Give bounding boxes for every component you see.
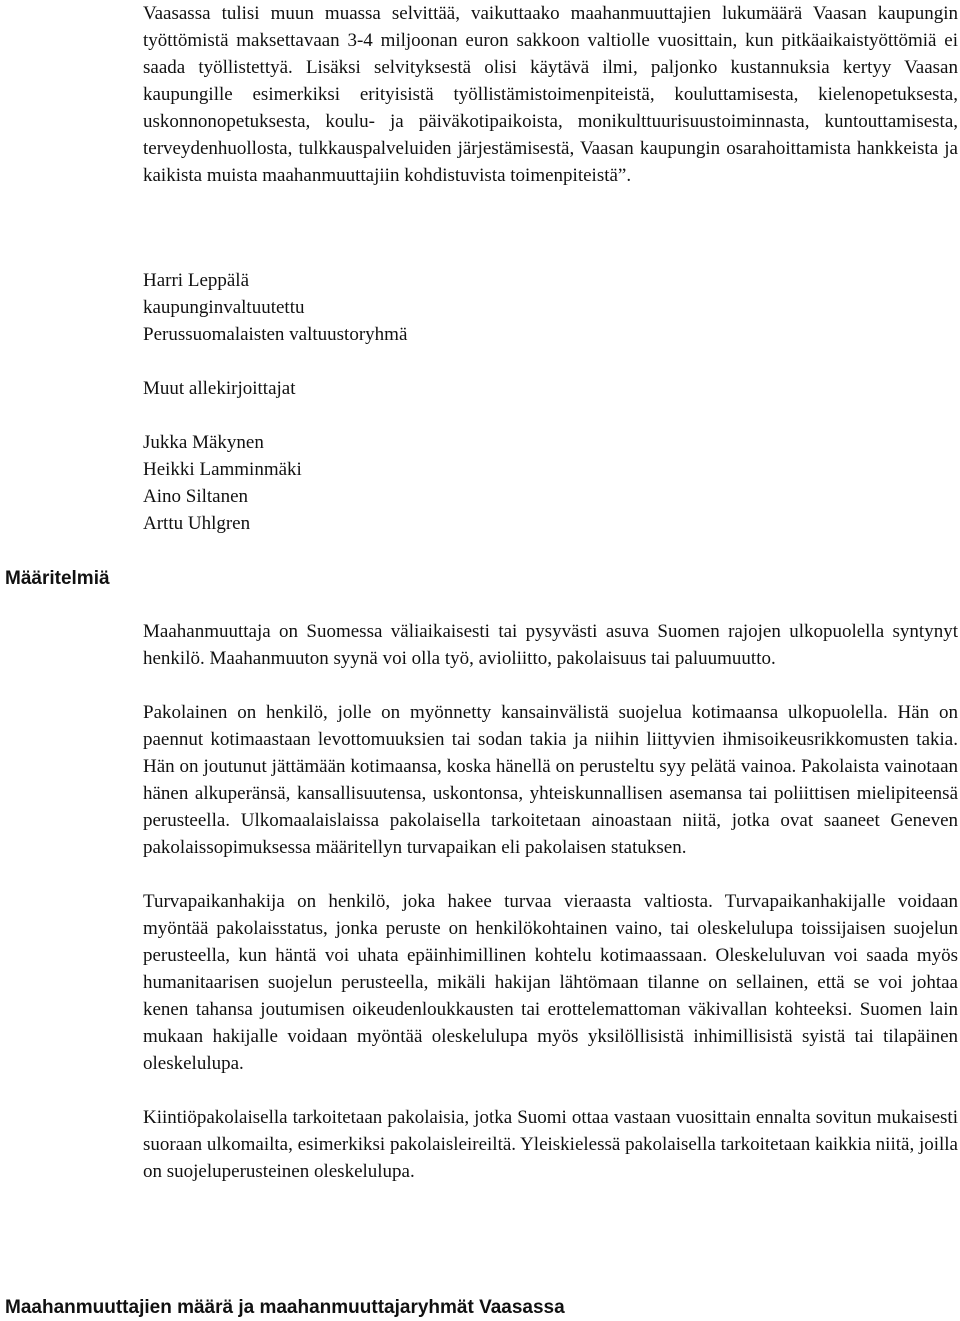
signer-name: Harri Leppälä bbox=[143, 270, 250, 291]
other-signer: Jukka Mäkynen bbox=[143, 432, 264, 453]
definition-immigrant: Maahanmuuttaja on Suomessa väliaikaisesti tai pysyvästi asuva Suomen rajojen ulkopuolella syntynyt henkilö. Maahanmuuton syynä voi olla työ, avioliitto, pakolaisuus tai paluumuutto. bbox=[143, 621, 958, 669]
intro-section bbox=[143, 0, 958, 189]
definitions-section bbox=[143, 618, 958, 1185]
signature-block bbox=[143, 267, 958, 537]
intro-paragraph: Vaasassa tulisi muun muassa selvittää, vaikuttaako maahanmuuttajien lukumäärä Vaasan kaupungin työttömistä maksettavaan 3-4 miljoonan euron sakkoon valtiolle vuosittain, kun pitkäaikaistyöttömiä ei saada työllistettyä. Lisäksi selvityksestä olisi käytävä ilmi, paljonko kustannuksia kertyy Vaasan kaupungille esimerkiksi erityisistä työllistämistoimenpiteistä, kouluttamisesta, kielenopetuksesta, uskonnonopetuksesta, koulu- ja päiväkotipaikoista, monikulttuurisuustoiminnasta, kuntouttamisesta, terveydenhuollosta, tulkkauspalveluiden järjestämisestä, Vaasan kaupungin osarahoittamista hankkeista ja kaikista muista maahanmuuttajiin kohdistuvista toimenpiteistä”. bbox=[143, 3, 958, 186]
definitions-heading: Määritelmiä bbox=[5, 568, 110, 589]
signer-group: Perussuomalaisten valtuustoryhmä bbox=[143, 324, 408, 345]
signer-role: kaupunginvaltuutettu bbox=[143, 297, 305, 318]
other-signer: Heikki Lamminmäki bbox=[143, 459, 302, 480]
other-signers-label: Muut allekirjoittajat bbox=[143, 378, 296, 399]
immigrant-groups-heading: Maahanmuuttajien määrä ja maahanmuuttajaryhmät Vaasassa bbox=[5, 1297, 565, 1318]
definition-asylum-seeker: Turvapaikanhakija on henkilö, joka hakee turvaa vieraasta valtiosta. Turvapaikanhakijalle voidaan myöntää pakolaisstatus, jonka peruste on henkilökohtainen vaino, tai oleskelulupa toissijaisen suojelun perusteella, kun häntä voi uhata epäinhimillinen kohtelu kotimaassaan. Oleskeluluvan voi saada myös humanitaarisen suojelun perusteella, mikäli hakijan lähtömaan tilanne on sellainen, että se voi johtaa kenen tahansa joutumisen oikeudenloukkausten tai erottelemattoman väkivallan kohteeksi. Suomen lain mukaan hakijalle voidaan myöntää oleskelulupa myös yksilöllisistä inhimillisistä syistä tai tilapäinen oleskelulupa. bbox=[143, 891, 958, 1074]
definition-refugee: Pakolainen on henkilö, jolle on myönnetty kansainvälistä suojelua kotimaansa ulkopuolella. Hän on paennut kotimaastaan levottomuuksien tai sodan takia ja niihin liittyvien ihmisoikeusrikkomusten takia. Hän on joutunut jättämään kotimaansa, koska hänellä on perusteltu syy pelätä vainoa. Pakolaista vainotaan hänen alkuperänsä, kansallisuutensa, uskontonsa, yhteiskunnallisen asemansa tai poliittisen mielipiteensä perusteella. Ulkomaalaislaissa pakolaisella tarkoitetaan ainoastaan niitä, jotka ovat saaneet Geneven pakolaissopimuksessa määritellyn turvapaikan eli pakolaisen statuksen. bbox=[143, 702, 958, 858]
definition-quota-refugee: Kiintiöpakolaisella tarkoitetaan pakolaisia, jotka Suomi ottaa vastaan vuosittain ennalta sovitun mukaisesti suoraan ulkomailta, esimerkiksi pakolaisleireiltä. Yleiskielessä pakolaisella tarkoitetaan kaikkia niitä, joilla on suojeluperusteinen oleskelulupa. bbox=[143, 1107, 958, 1182]
other-signer: Arttu Uhlgren bbox=[143, 513, 251, 534]
other-signer: Aino Siltanen bbox=[143, 486, 249, 507]
